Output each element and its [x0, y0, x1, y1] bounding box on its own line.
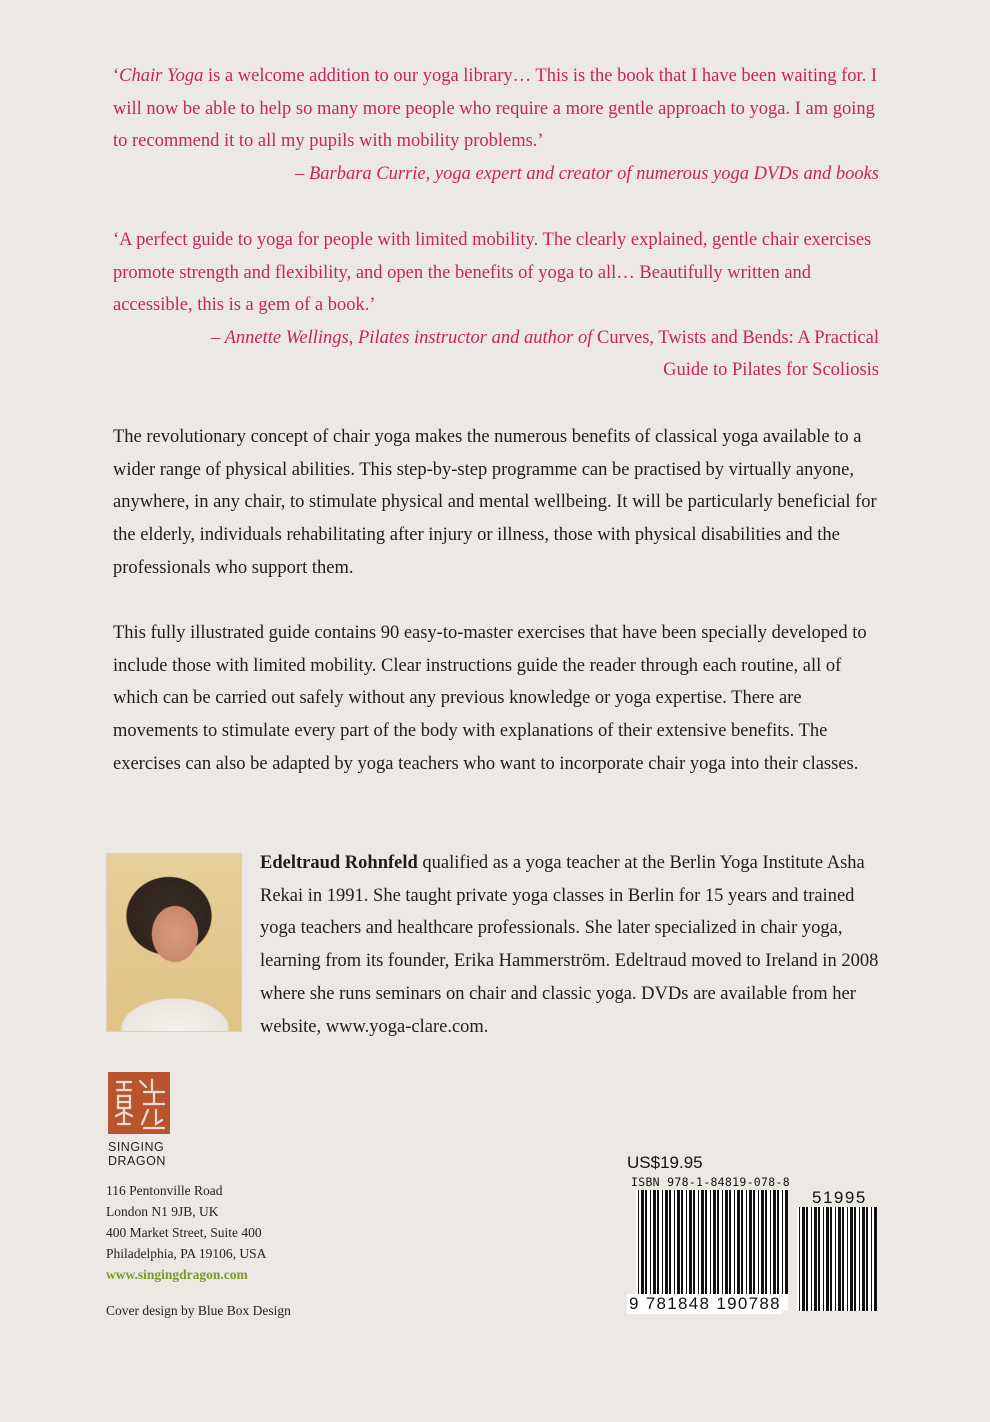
barcode-bar — [874, 1207, 877, 1311]
quote-attribution: – Annette Wellings, Pilates instructor and author of Curves, Twists and Bends: A Practical — [211, 327, 879, 348]
barcode-bar — [737, 1190, 740, 1294]
author-photo — [106, 853, 242, 1032]
publisher-website-link[interactable]: www.singingdragon.com — [106, 1267, 248, 1282]
barcode-bar — [698, 1190, 699, 1294]
barcode-bar — [717, 1190, 719, 1294]
address-line: London N1 9JB, UK — [106, 1204, 219, 1219]
barcode-bar — [689, 1190, 692, 1294]
barcode-bar — [854, 1207, 856, 1311]
isbn-label: ISBN 978-1-84819-078-8 — [631, 1175, 790, 1189]
barcode-bar — [645, 1190, 647, 1294]
singing-dragon-logo-icon — [108, 1072, 170, 1134]
publisher-address — [106, 1180, 266, 1285]
description-paragraph-2: This fully illustrated guide contains 90 easy-to-master exercises that have been specially developed to include those with limited mobility. Clear instructions guide the reader through each routine, all of which can be carried out safely without any previous knowledge or yoga expertise. There are movements to stimulate every part of the body with explanations of their extensive benefits. The exercises can also be adapted by yoga teachers who want to incorporate chair yoga into their classes. — [113, 623, 867, 774]
cover-design-credit: Cover design by Blue Box Design — [106, 1303, 291, 1318]
barcode-bar — [818, 1207, 820, 1311]
quote-text: ‘A perfect guide to yoga for people with limited mobility. The clearly explained, gentle chair exercises promote strength and flexibility, and open the benefits of yoga to all… Beautifully written and accessible, this is a gem of a book.’ — [113, 230, 872, 315]
barcode-bar — [765, 1190, 767, 1294]
quote-book-title: Chair Yoga — [119, 66, 204, 86]
quote-attribution-title: Guide to Pilates for Scoliosis — [663, 360, 879, 380]
quote-annette-wellings — [113, 224, 879, 387]
barcode-bar — [650, 1190, 651, 1294]
barcode-bar — [811, 1207, 812, 1311]
barcode-bar — [641, 1190, 644, 1294]
description-paragraph-1: The revolutionary concept of chair yoga makes the numerous benefits of classical yoga available to a wider range of physical abilities. This step-by-step programme can be practised by virtually anyone, anywhere, in any chair, to stimulate physical and mental wellbeing. It will be particularly beneficial for the elderly, individuals rehabilitating after injury or illness, those with physical disabilities and the professionals who support them. — [113, 427, 877, 578]
barcode-bar — [859, 1207, 860, 1311]
barcode-bar — [838, 1207, 841, 1311]
barcode-bar — [835, 1207, 836, 1311]
barcode-bar — [741, 1190, 743, 1294]
barcode-bar — [761, 1190, 764, 1294]
barcode-bar — [669, 1190, 671, 1294]
author-bio: Edeltraud Rohnfeld qualified as a yoga teacher at the Berlin Yoga Institute Asha Rekai in 1991. She taught private yoga classes in Berlin for 15 years and trained yoga teachers and healthcare professionals. She later specialized in chair yoga, learning from its founder, Erika Hammerström. Edeltraud moved to Ireland in 2008 where she runs seminars on chair and classic yoga. DVDs are available from her website, www.yoga-clare.com. — [260, 853, 879, 1037]
barcode-bar — [746, 1190, 747, 1294]
publisher-name: SINGING DRAGON — [108, 1140, 166, 1168]
barcode-bar — [701, 1190, 704, 1294]
barcode-bar — [653, 1190, 656, 1294]
barcode-bar — [657, 1190, 659, 1294]
quote-text: ‘Chair Yoga is a welcome addition to our yoga library… This is the book that I have been waiting for. I will now be able to help so many more people who require a more gentle approach to yoga. I am going to recommend it to all my pupils with mobility problems.’ — [113, 66, 878, 151]
barcode-bar — [847, 1207, 848, 1311]
barcode-bar — [862, 1207, 865, 1311]
barcode-bar — [681, 1190, 683, 1294]
barcode-bar — [758, 1190, 759, 1294]
barcode-bar — [693, 1190, 695, 1294]
address-line: 116 Pentonville Road — [106, 1183, 223, 1198]
barcode-bar — [722, 1190, 723, 1294]
barcode-bar — [802, 1207, 805, 1311]
barcode-addon-number: 51995 — [812, 1188, 867, 1207]
barcode-bar — [823, 1207, 824, 1311]
barcode-bar — [806, 1207, 808, 1311]
barcode-bar — [725, 1190, 728, 1294]
barcode-bar — [705, 1190, 707, 1294]
barcode-bar — [830, 1207, 832, 1311]
barcode-bar — [866, 1207, 868, 1311]
barcode-bar — [677, 1190, 680, 1294]
barcode-bar — [749, 1190, 752, 1294]
price-label: US$19.95 — [627, 1153, 703, 1172]
barcode-bar — [782, 1190, 783, 1294]
quote-attribution: – Barbara Currie, yoga expert and creator of numerous yoga DVDs and books — [295, 163, 879, 184]
quote-barbara-currie — [113, 60, 879, 190]
barcode-bar — [770, 1190, 771, 1294]
barcode-bar — [638, 1190, 639, 1294]
barcode-bars — [636, 1190, 788, 1310]
author-name: Edeltraud Rohnfeld — [260, 853, 418, 873]
address-line: Philadelphia, PA 19106, USA — [106, 1246, 267, 1261]
barcode-bar — [814, 1207, 817, 1311]
barcode-bar — [799, 1207, 800, 1311]
barcode-bar — [729, 1190, 731, 1294]
barcode-bar — [662, 1190, 663, 1294]
barcode-bar — [753, 1190, 755, 1294]
barcode-bar — [674, 1190, 675, 1294]
barcode-addon-bars — [797, 1207, 877, 1311]
barcode-bar — [686, 1190, 687, 1294]
barcode-bar — [777, 1190, 779, 1294]
barcode-bar — [734, 1190, 735, 1294]
barcode-bar — [842, 1207, 844, 1311]
barcode-bar — [826, 1207, 829, 1311]
barcode-bar — [785, 1190, 788, 1294]
barcode-bar — [773, 1190, 776, 1294]
barcode-number: 9 781848 190788 — [629, 1294, 781, 1313]
barcode-bar — [871, 1207, 872, 1311]
barcode-bar — [665, 1190, 668, 1294]
barcode-bar — [713, 1190, 716, 1294]
barcode-bar — [710, 1190, 711, 1294]
barcode-bar — [850, 1207, 853, 1311]
address-line: 400 Market Street, Suite 400 — [106, 1225, 262, 1240]
